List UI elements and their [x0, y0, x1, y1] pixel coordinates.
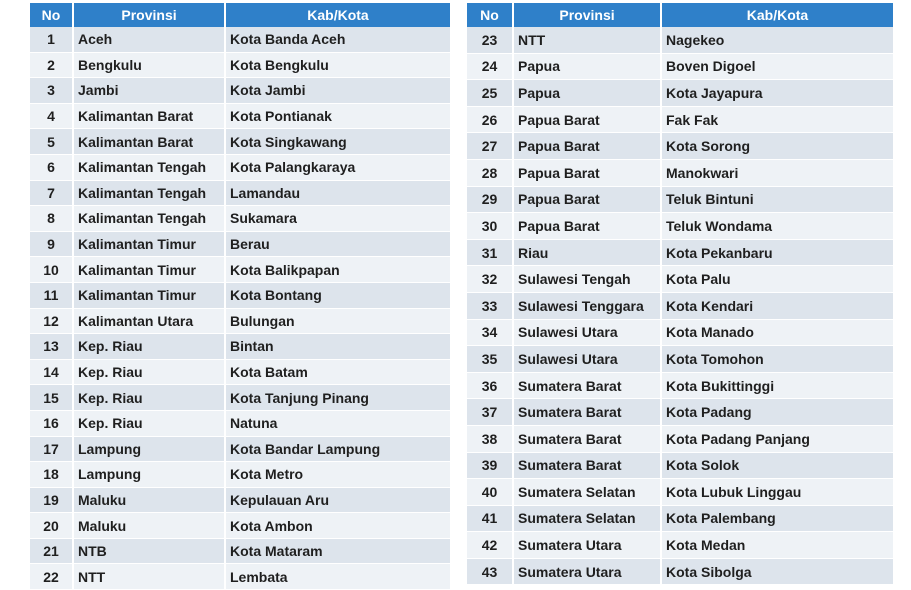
cell-kab-kota: Manokwari — [661, 159, 893, 186]
table-row — [467, 27, 893, 53]
table-row — [30, 410, 450, 436]
cell-kab-kota: Kota Banda Aceh — [225, 27, 450, 52]
cell-kab-kota: Kota Singkawang — [225, 129, 450, 155]
cell-no: 16 — [30, 410, 73, 436]
cell-kab-kota: Kota Sibolga — [661, 558, 893, 585]
cell-kab-kota: Kota Solok — [661, 452, 893, 479]
cell-no: 38 — [467, 425, 513, 452]
table-row — [467, 266, 893, 293]
cell-kab-kota: Kota Bukittinggi — [661, 372, 893, 399]
table-row — [467, 372, 893, 399]
cell-kab-kota: Kota Metro — [225, 462, 450, 488]
table-row — [467, 319, 893, 346]
cell-provinsi: NTT — [513, 27, 661, 53]
table-row — [30, 564, 450, 590]
cell-provinsi: Sulawesi Tengah — [513, 266, 661, 293]
cell-kab-kota: Bulungan — [225, 308, 450, 334]
cell-no: 10 — [30, 257, 73, 283]
cell-provinsi: Sumatera Selatan — [513, 505, 661, 532]
cell-kab-kota: Kota Padang — [661, 399, 893, 426]
cell-provinsi: Papua Barat — [513, 133, 661, 160]
table-row — [30, 154, 450, 180]
left-table — [30, 3, 450, 590]
table-row — [30, 231, 450, 257]
cell-provinsi: Kalimantan Timur — [73, 231, 225, 257]
cell-provinsi: Kep. Riau — [73, 385, 225, 411]
cell-provinsi: Papua — [513, 53, 661, 80]
cell-kab-kota: Kota Palembang — [661, 505, 893, 532]
table-row — [467, 425, 893, 452]
cell-no: 32 — [467, 266, 513, 293]
cell-no: 8 — [30, 206, 73, 232]
table-row — [30, 436, 450, 462]
cell-provinsi: Kalimantan Timur — [73, 282, 225, 308]
table-row — [30, 462, 450, 488]
table-row — [467, 292, 893, 319]
cell-kab-kota: Kota Jayapura — [661, 80, 893, 107]
cell-provinsi: Kep. Riau — [73, 410, 225, 436]
cell-provinsi: Sumatera Barat — [513, 399, 661, 426]
cell-no: 27 — [467, 133, 513, 160]
cell-no: 29 — [467, 186, 513, 213]
cell-provinsi: Sumatera Barat — [513, 425, 661, 452]
table-row — [30, 334, 450, 360]
cell-no: 33 — [467, 292, 513, 319]
cell-no: 41 — [467, 505, 513, 532]
table-row — [467, 399, 893, 426]
cell-no: 24 — [467, 53, 513, 80]
cell-no: 13 — [30, 334, 73, 360]
header-kab-kota: Kab/Kota — [225, 3, 450, 27]
cell-provinsi: Jambi — [73, 78, 225, 104]
table-row — [467, 80, 893, 107]
header-provinsi: Provinsi — [73, 3, 225, 27]
table-row — [467, 53, 893, 80]
cell-provinsi: Kep. Riau — [73, 359, 225, 385]
table-row — [30, 308, 450, 334]
cell-provinsi: Papua Barat — [513, 159, 661, 186]
cell-provinsi: Sumatera Utara — [513, 558, 661, 585]
cell-kab-kota: Fak Fak — [661, 106, 893, 133]
cell-kab-kota: Kota Ambon — [225, 513, 450, 539]
cell-no: 11 — [30, 282, 73, 308]
table-row — [467, 346, 893, 373]
right-table — [467, 3, 893, 585]
header-row — [467, 3, 893, 27]
cell-kab-kota: Kota Balikpapan — [225, 257, 450, 283]
table-row — [30, 359, 450, 385]
cell-kab-kota: Kota Manado — [661, 319, 893, 346]
cell-no: 14 — [30, 359, 73, 385]
cell-kab-kota: Kota Medan — [661, 532, 893, 559]
cell-kab-kota: Lembata — [225, 564, 450, 590]
cell-no: 26 — [467, 106, 513, 133]
cell-no: 7 — [30, 180, 73, 206]
table-row — [30, 103, 450, 129]
table-row — [30, 27, 450, 52]
cell-provinsi: Kalimantan Barat — [73, 103, 225, 129]
cell-provinsi: Papua — [513, 80, 661, 107]
cell-provinsi: Sulawesi Tenggara — [513, 292, 661, 319]
cell-no: 20 — [30, 513, 73, 539]
table-row — [30, 180, 450, 206]
cell-kab-kota: Berau — [225, 231, 450, 257]
cell-provinsi: Papua Barat — [513, 213, 661, 240]
table-row — [30, 52, 450, 78]
cell-no: 31 — [467, 239, 513, 266]
cell-no: 30 — [467, 213, 513, 240]
table-row — [467, 532, 893, 559]
table-row — [467, 133, 893, 160]
cell-provinsi: Kalimantan Tengah — [73, 206, 225, 232]
cell-provinsi: Bengkulu — [73, 52, 225, 78]
cell-provinsi: Maluku — [73, 487, 225, 513]
left-table-body — [30, 27, 450, 590]
table-row — [30, 78, 450, 104]
cell-provinsi: Aceh — [73, 27, 225, 52]
table-row — [467, 106, 893, 133]
cell-no: 5 — [30, 129, 73, 155]
cell-provinsi: Sumatera Utara — [513, 532, 661, 559]
cell-provinsi: NTT — [73, 564, 225, 590]
cell-provinsi: Kalimantan Utara — [73, 308, 225, 334]
cell-provinsi: Papua Barat — [513, 106, 661, 133]
table-row — [30, 206, 450, 232]
cell-no: 15 — [30, 385, 73, 411]
cell-provinsi: Lampung — [73, 462, 225, 488]
cell-kab-kota: Kota Tanjung Pinang — [225, 385, 450, 411]
cell-kab-kota: Kota Pekanbaru — [661, 239, 893, 266]
right-table-body — [467, 27, 893, 585]
cell-kab-kota: Bintan — [225, 334, 450, 360]
cell-kab-kota: Kota Padang Panjang — [661, 425, 893, 452]
table-row — [30, 513, 450, 539]
cell-no: 3 — [30, 78, 73, 104]
header-row — [30, 3, 450, 27]
cell-provinsi: Kalimantan Barat — [73, 129, 225, 155]
cell-kab-kota: Nagekeo — [661, 27, 893, 53]
cell-no: 12 — [30, 308, 73, 334]
cell-kab-kota: Kota Mataram — [225, 538, 450, 564]
cell-provinsi: Maluku — [73, 513, 225, 539]
cell-kab-kota: Kota Palu — [661, 266, 893, 293]
cell-no: 39 — [467, 452, 513, 479]
table-row — [467, 213, 893, 240]
cell-no: 35 — [467, 346, 513, 373]
header-kab-kota: Kab/Kota — [661, 3, 893, 27]
cell-kab-kota: Natuna — [225, 410, 450, 436]
cell-kab-kota: Kota Batam — [225, 359, 450, 385]
cell-no: 19 — [30, 487, 73, 513]
cell-no: 17 — [30, 436, 73, 462]
cell-kab-kota: Kota Bandar Lampung — [225, 436, 450, 462]
table-row — [467, 479, 893, 506]
table-row — [30, 385, 450, 411]
cell-kab-kota: Kota Lubuk Linggau — [661, 479, 893, 506]
cell-no: 23 — [467, 27, 513, 53]
cell-no: 34 — [467, 319, 513, 346]
cell-kab-kota: Teluk Bintuni — [661, 186, 893, 213]
cell-kab-kota: Teluk Wondama — [661, 213, 893, 240]
cell-no: 40 — [467, 479, 513, 506]
cell-provinsi: Sulawesi Utara — [513, 346, 661, 373]
cell-kab-kota: Boven Digoel — [661, 53, 893, 80]
cell-provinsi: Sumatera Barat — [513, 452, 661, 479]
cell-kab-kota: Kota Tomohon — [661, 346, 893, 373]
cell-provinsi: Sumatera Barat — [513, 372, 661, 399]
cell-kab-kota: Kota Bengkulu — [225, 52, 450, 78]
table-row — [467, 558, 893, 585]
cell-no: 9 — [30, 231, 73, 257]
cell-provinsi: Papua Barat — [513, 186, 661, 213]
table-row — [30, 257, 450, 283]
table-row — [467, 239, 893, 266]
cell-no: 37 — [467, 399, 513, 426]
table-row — [467, 186, 893, 213]
cell-no: 1 — [30, 27, 73, 52]
cell-kab-kota: Kota Sorong — [661, 133, 893, 160]
header-no: No — [30, 3, 73, 27]
cell-no: 25 — [467, 80, 513, 107]
header-no: No — [467, 3, 513, 27]
cell-kab-kota: Kota Pontianak — [225, 103, 450, 129]
cell-provinsi: Lampung — [73, 436, 225, 462]
table-row — [30, 282, 450, 308]
cell-kab-kota: Kota Bontang — [225, 282, 450, 308]
cell-no: 18 — [30, 462, 73, 488]
table-row — [30, 129, 450, 155]
cell-kab-kota: Sukamara — [225, 206, 450, 232]
cell-kab-kota: Kepulauan Aru — [225, 487, 450, 513]
cell-provinsi: Riau — [513, 239, 661, 266]
cell-kab-kota: Kota Palangkaraya — [225, 154, 450, 180]
cell-provinsi: Sumatera Selatan — [513, 479, 661, 506]
cell-no: 21 — [30, 538, 73, 564]
cell-no: 42 — [467, 532, 513, 559]
cell-no: 43 — [467, 558, 513, 585]
cell-no: 28 — [467, 159, 513, 186]
table-row — [467, 505, 893, 532]
cell-provinsi: Sulawesi Utara — [513, 319, 661, 346]
cell-no: 22 — [30, 564, 73, 590]
cell-no: 6 — [30, 154, 73, 180]
cell-provinsi: Kalimantan Tengah — [73, 180, 225, 206]
table-row — [30, 487, 450, 513]
cell-provinsi: Kep. Riau — [73, 334, 225, 360]
cell-kab-kota: Kota Kendari — [661, 292, 893, 319]
cell-kab-kota: Lamandau — [225, 180, 450, 206]
header-provinsi: Provinsi — [513, 3, 661, 27]
cell-no: 2 — [30, 52, 73, 78]
cell-no: 36 — [467, 372, 513, 399]
table-row — [467, 159, 893, 186]
cell-provinsi: Kalimantan Tengah — [73, 154, 225, 180]
cell-provinsi: NTB — [73, 538, 225, 564]
cell-no: 4 — [30, 103, 73, 129]
table-row — [30, 538, 450, 564]
cell-kab-kota: Kota Jambi — [225, 78, 450, 104]
table-row — [467, 452, 893, 479]
cell-provinsi: Kalimantan Timur — [73, 257, 225, 283]
